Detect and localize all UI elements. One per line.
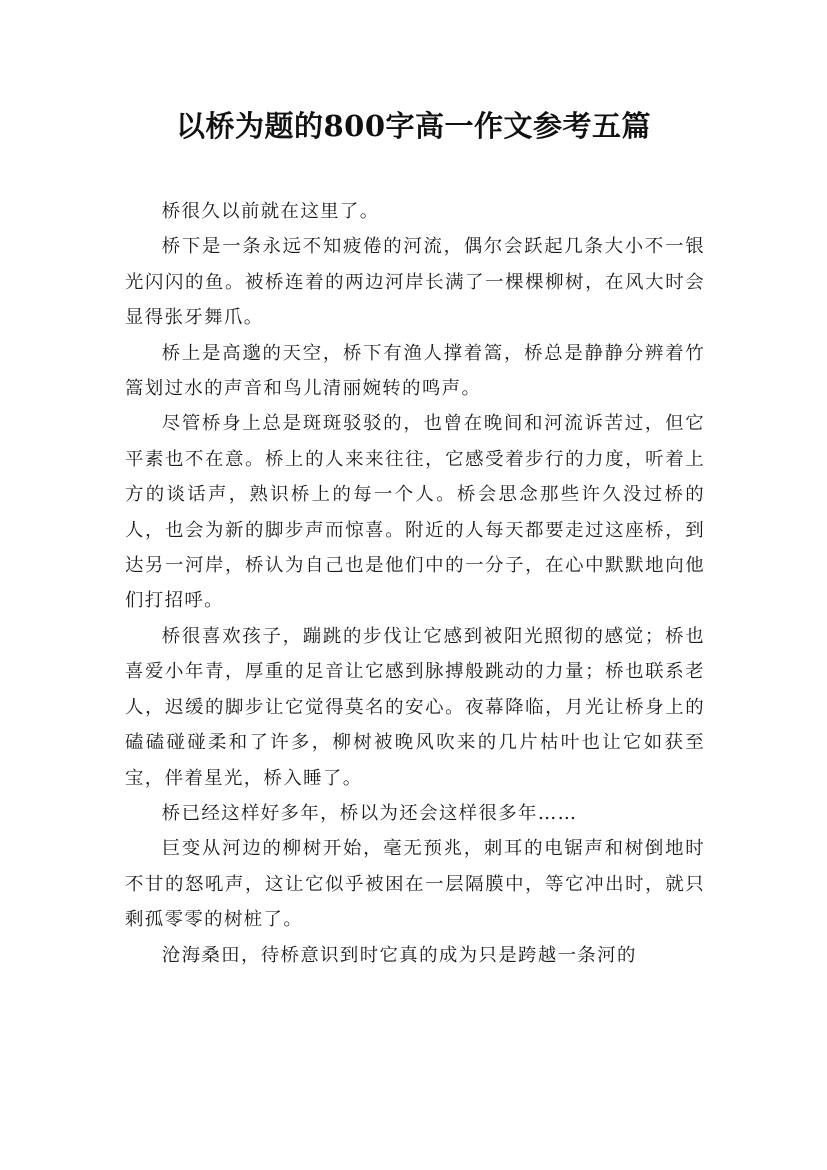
paragraph: 桥很久以前就在这里了。 [161,201,380,222]
paragraph: 桥下是一条永远不知疲倦的河流，偶尔会跃起几条大小不一银光闪闪的鱼。被桥连着的两边河岸长满了一棵棵柳树，在风大时会显得张牙舞爪。 [125,236,705,329]
document-title: 以桥为题的800字高一作文参考五篇 [175,109,652,143]
paragraph: 沧海桑田，待桥意识到时它真的成为只是跨越一条河的 [161,944,637,966]
paragraph: 桥很喜欢孩子，蹦跳的步伐让它感到被阳光照彻的感觉；桥也喜爱小年青，厚重的足音让它感到脉搏般跳动的力量；桥也联系老人，迟缓的脚步让它觉得莫名的安心。夜幕降临，月光让桥身上的磕磕碰碰柔和了许多，柳树被晚风吹来的几片枯叶也让它如获至宝，伴着星光，桥入睡了。 [125,625,705,789]
document-body [125,194,705,973]
paragraph: 桥已经这样好多年，桥以为还会这样很多年…… [161,802,578,824]
paragraph: 桥上是高邈的天空，桥下有渔人撑着篙，桥总是静静分辨着竹篙划过水的声音和鸟儿清丽婉转的鸣声。 [125,342,705,400]
paragraph: 巨变从河边的柳树开始，毫无预兆，刺耳的电锯声和树倒地时不甘的怒吼声，这让它似乎被困在一层隔膜中，等它冲出时，就只剩孤零零的树桩了。 [125,838,705,931]
paragraph: 尽管桥身上总是斑斑驳驳的，也曾在晚间和河流诉苦过，但它平素也不在意。桥上的人来来往往，它感受着步行的力度，听着上方的谈话声，熟识桥上的每一个人。桥会思念那些许久没过桥的人，也会为新的脚步声而惊喜。附近的人每天都要走过这座桥，到达另一河岸，桥认为自己也是他们中的一分子，在心中默默地向他们打招呼。 [125,413,705,612]
